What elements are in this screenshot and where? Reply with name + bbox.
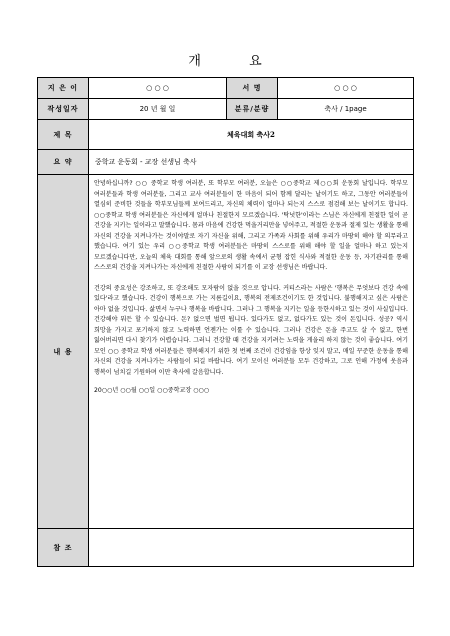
signature-label: 서 명 — [227, 78, 278, 99]
summary-value: 중학교 운동회 - 교장 선생님 축사 — [89, 150, 414, 175]
summary-label: 요 약 — [38, 150, 89, 175]
document-title: 개 요 — [188, 54, 284, 69]
author-row — [38, 78, 414, 99]
content-paragraph-2: 건강의 중요성은 강조하고, 또 강조해도 모자람이 없을 것으로 압니다. 커티스라는 사람은 '행복은 무엇보다 건강 속에 있다'라고 했습니다. 건강이 행복으로 가는 지름길이요, 행복의 전제조건이기도 한 것입니다. 불행해지고 싶은 사람은 아마 없을 것입니다. 삶면서 누구나 행복을 바랍니다. 그러나 그 행복을 지키는 일을 등한시하고 있는 것이 사실입니다. 건강해야 뭐든 할 수 있습니다. 돈? 없으면 벌면 됩니다. 있다가도 없고, 없다가도 있는 것이 돈입니다. 성공? 역시 희망을 가지고 포기하지 않고 노력하면 언젠가는 이룰 수 있습니다. 그러나 건강은 돈을 주고도 살 수 없고, 한번 잃어버리면 다시 찾기가 어렵습니다. 그러니 건강할 때 건강을 지키려는 노력을 게을리 하지 않는 것이 좋습니다. 여기 모인 ○○ 중학교 학생 여러분들은 행복해지기 위한 첫 번째 조건이 건강임을 항상 잊지 말고, 매일 꾸준한 운동을 통해 자신의 건강을 지켜나가는 사람들이 되길 바랍니다. 여기 모이신 여러분들 모두 건강하고, 그로 인해 가정에 웃음과 행복이 넘치길 기원하며 이만 축사에 갈음합니다. — [94, 284, 408, 376]
reference-row — [38, 529, 414, 567]
content-row — [38, 175, 414, 529]
content-cell — [89, 175, 414, 529]
author-label: 지 은 이 — [38, 78, 89, 99]
summary-row — [38, 150, 414, 175]
content-paragraph-1: 안녕하십니까? ○○ 중학교 학생 여러분, 또 학부모 여러분, 오늘은 ○○중학교 제○○회 운동회 날입니다. 학부모 여러분들과 학생 여러분들, 그리고 교사 여러분들이 한 마음이 되어 함께 달리는 날이기도 하고, 그동안 여러분들이 열심히 준비한 것들을 학부모님들께 보여드리고, 자신의 체력이 얼마나 되는지 스스로 점검해 보는 날이기도 합니다. ○○중학교 학생 여러분들은 자신에게 얼마나 친절한지 모르겠습니다. '탁넛한'이라는 스님은 자신에게 친절한 일이 곧 건강을 지키는 일이라고 말했습니다. 몸과 마음에 건강한 먹을거리만을 넣어주고, 적절한 운동과 절제 있는 생활을 통해 자신의 건강을 지켜나가는 것이야말로 자기 자신을 위해, 그리고 가족과 사회를 위해 우리가 마땅히 해야 할 의무라고 했습니다. 여기 있는 우리 ○○중학교 학생 여러분들은 마땅히 스스로를 위해 해야 할 일을 얼마나 하고 있는지 모르겠습니다만, 오늘의 체육 대회를 통해 앞으로의 생활 속에서 균형 잡힌 식사와 적절한 운동 등, 자기관리를 통해 스스로의 건강을 지켜나가는 자신에게 친절한 사람이 되기를 이 교장 선생님은 바랍니다. — [94, 180, 408, 271]
subject-label: 제 목 — [38, 120, 89, 150]
subject-row — [38, 120, 414, 150]
document-form-table — [37, 77, 414, 567]
date-row — [38, 99, 414, 120]
content-signoff: 20○○년 ○○월 ○○일 ○○중학교장 ○○○ — [94, 387, 210, 394]
date-value: 20 년 월 일 — [89, 99, 227, 120]
content-label: 내 용 — [38, 175, 89, 529]
signature-value: ○ ○ ○ — [278, 78, 414, 99]
subject-value: 체육대회 축사2 — [89, 120, 414, 150]
category-label: 분류/분량 — [227, 99, 278, 120]
category-value: 축사 / 1page — [278, 99, 414, 120]
date-label: 작성일자 — [38, 99, 89, 120]
reference-label: 참 조 — [38, 529, 89, 567]
reference-value — [89, 529, 414, 567]
author-value: ○ ○ ○ — [89, 78, 227, 99]
